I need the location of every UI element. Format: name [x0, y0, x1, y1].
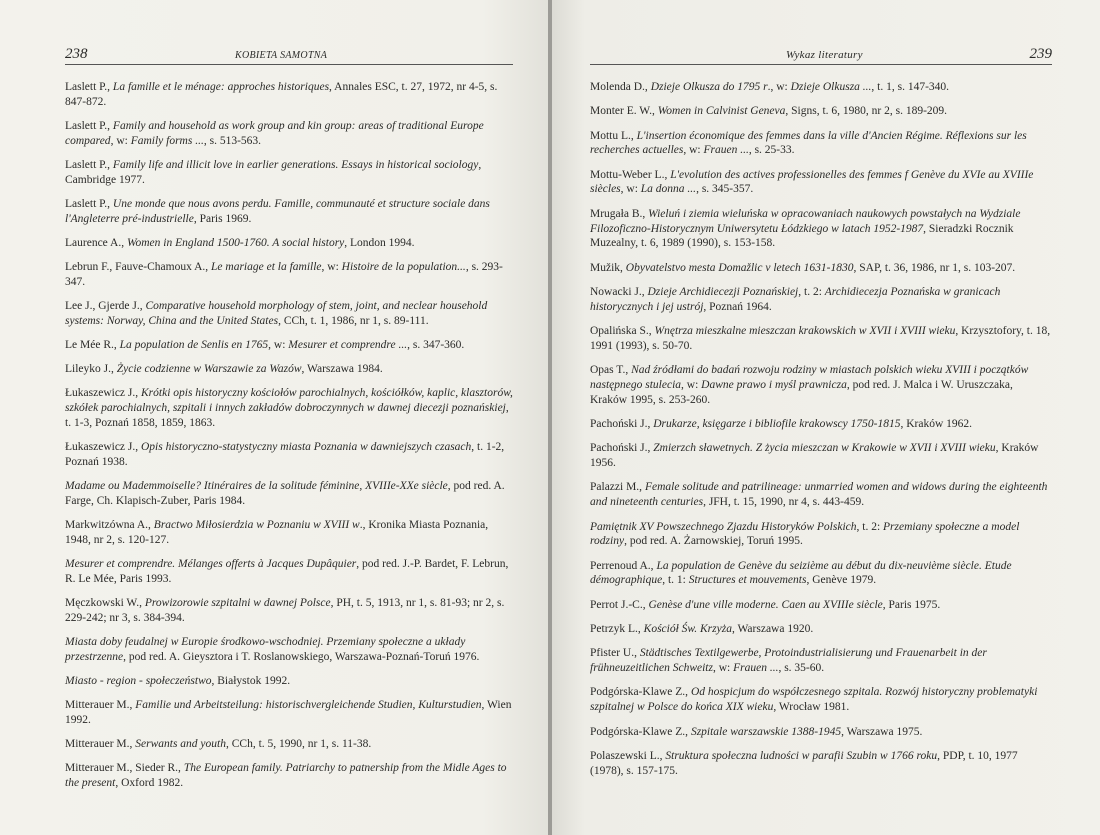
bibliography-entry: Laslett P., Une monde que nous avons perdu. Famille, communauté et structure sociale dans l'Angleterre pré-industrielle, Paris 1969.: [65, 198, 490, 225]
bibliography-entry: Laslett P., La famille et le ménage: approches historiques, Annales ESC, t. 27, 1972, nr 4-5, s. 847-872.: [65, 81, 498, 108]
bibliography-entry: Laurence A., Women in England 1500-1760. A social history, London 1994.: [65, 237, 415, 249]
bibliography-entry: Molenda D., Dzieje Olkusza do 1795 r., w: Dzieje Olkusza ..., t. 1, s. 147-340.: [590, 81, 950, 93]
right-page-number: 239: [1029, 46, 1052, 62]
bibliography-entry: Laslett P., Family and household as work group and kin group: areas of traditional Europe compared, w: Family forms ..., s. 513-563.: [65, 120, 484, 147]
left-page-number: 238: [65, 46, 88, 62]
left-page-header: [65, 42, 513, 65]
right-page: [552, 0, 1100, 835]
bibliography-entry: Mrugała B., Wieluń i ziemia wieluńska w opracowaniach naukowych powstałych na Wydziale Filozoficzno-Historycznym Uniwersytetu Łódzkiego w latach 1952-1987, Sieradzki Rocznik Muzealny, t. 6, 1989 (1990), s. 153-158.: [590, 207, 1021, 250]
left-page: [0, 0, 548, 835]
bibliography-entry: Palazzi M., Female solitude and patrilineage: unmarried women and widows during the eighteenth and nineteenth centuries, JFH, t. 15, 1990, nr 4, s. 443-459.: [590, 481, 1048, 509]
right-page-header: [590, 42, 1052, 65]
bibliography-entry: Monter E. W., Women in Calvinist Geneva, Signs, t. 6, 1980, nr 2, s. 189-209.: [590, 105, 948, 118]
bibliography-entry: Nowacki J., Dzieje Archidiecezji Poznańskiej, t. 2: Archidiecezja Poznańska w granicach historycznych i jej ustrój, Poznań 1964.: [590, 285, 1001, 313]
bibliography-entry: Lileyko J., Życie codzienne w Warszawie za Wazów, Warszawa 1984.: [65, 363, 383, 375]
bibliography-entry: Mitterauer M., Sieder R., The European family. Patriarchy to patnership from the Midle Ages to the present, Oxford 1982.: [65, 762, 507, 789]
bibliography-entry: Miasta doby feudalnej w Europie środkowo-wschodniej. Przemiany społeczne a układy przestrzenne, pod red. A. Gieysztora i T. Roslanowskiego, Warszawa-Poznań-Toruń 1976.: [65, 636, 480, 663]
bibliography-entry: Lebrun F., Fauve-Chamoux A., Le mariage et la famille, w: Histoire de la population..., s. 293-347.: [65, 261, 503, 288]
bibliography-entry: Mesurer et comprendre. Mélanges offerts à Jacques Dupâquier, pod red. J.-P. Bardet, F. Lebrun, R. Le Mée, Paris 1993.: [65, 558, 509, 585]
bibliography-entry: Pachoński J., Zmierzch sławetnych. Z życia mieszczan w Krakowie w XVII i XVIII wieku, Kraków 1956.: [590, 442, 1039, 470]
bibliography-entry: Mitterauer M., Familie und Arbeitsteilung: historischvergleichende Studien, Kulturstudien, Wien 1992.: [65, 699, 512, 726]
bibliography-entry: Mužik, Obyvatelstvo mesta Domažlic v letech 1631-1830, SAP, t. 36, 1986, nr 1, s. 103-207.: [590, 261, 1016, 274]
bibliography-entry: Łukaszewicz J., Krótki opis historyczny kościołów parochialnych, kościółków, kaplic, klasztorów, szkółek parochialnych, szpitali i innych zakładów dobroczynnych w dawnej diecezji poznańskiej, t. 1-3, Poznań 1858, 1859, 1863.: [65, 387, 513, 429]
bibliography-entry: Pfister U., Städtisches Textilgewerbe, Protoindustrialisierung und Frauenarbeit in der frühneuzeitlichen Schweitz, w: Frauen ..., s. 35-60.: [590, 647, 987, 675]
bibliography-entry: Laslett P., Family life and illicit love in earlier generations. Essays in historical sociology, Cambridge 1977.: [65, 159, 482, 186]
bibliography-entry: Podgórska-Klawe Z., Od hospicjum do współczesnego szpitala. Rozwój historyczny problematyki szpitalnej w Polsce do końca XIX wieku, Wrocław 1981.: [590, 686, 1038, 714]
right-bibliography-list: [590, 80, 1052, 788]
bibliography-entry: Petrzyk L., Kościół Św. Krzyża, Warszawa 1920.: [590, 623, 814, 636]
bibliography-entry: Markwitzówna A., Bractwo Miłosierdzia w Poznaniu w XVIII w., Kronika Miasta Poznania, 1948, nr 2, s. 120-127.: [65, 519, 489, 546]
bibliography-entry: Mottu L., L'insertion économique des femmes dans la ville d'Ancien Régime. Réflexions sur les recherches actuelles, w: Frauen ..., s. 25-33.: [590, 129, 1027, 157]
bibliography-entry: Miasto - region - społeczeństwo, Białystok 1992.: [65, 675, 291, 687]
bibliography-entry: Lee J., Gjerde J., Comparative household morphology of stem, joint, and neclear household systems: Norway, China and the United States, CCh, t. 1, 1986, nr 1, s. 89-111.: [65, 300, 488, 327]
left-running-head: KOBIETA SAMOTNA: [235, 50, 328, 61]
bibliography-entry: Pamiętnik XV Powszechnego Zjazdu Historyków Polskich, t. 2: Przemiany społeczne a model rodziny, pod red. A. Żarnowskiej, Toruń 1995.: [590, 520, 1020, 548]
bibliography-entry: Łukaszewicz J., Opis historyczno-statystyczny miasta Poznania w dawniejszych czasach, t. 1-2, Poznań 1938.: [65, 441, 505, 468]
bibliography-entry: Pachoński J., Drukarze, księgarze i bibliofile krakowscy 1750-1815, Kraków 1962.: [590, 418, 973, 431]
bibliography-entry: Madame ou Mademmoiselle? Itinéraires de la solitude féminine, XVIIIe-XXe siècle, pod red. A. Farge, Ch. Klapisch-Zuber, Paris 1984.: [65, 480, 505, 507]
bibliography-entry: Polaszewski L., Struktura społeczna ludności w parafii Szubin w 1766 roku, PDP, t. 10, 1977 (1978), s. 157-175.: [590, 749, 1018, 777]
bibliography-entry: Męczkowski W., Prowizorowie szpitalni w dawnej Polsce, PH, t. 5, 1913, nr 1, s. 81-93; nr 2, s. 229-242; nr 3, s. 384-394.: [65, 597, 505, 624]
bibliography-entry: Perrenoud A., La population de Genève du seizième au début du dix-neuvième siècle. Etude démographique, t. 1: Structures et mouvements, Genève 1979.: [590, 559, 1012, 587]
bibliography-entry: Mitterauer M., Serwants and youth, CCh, t. 5, 1990, nr 1, s. 11-38.: [65, 738, 372, 750]
bibliography-entry: Opalińska S., Wnętrza mieszkalne mieszczan krakowskich w XVII i XVIII wieku, Krzysztofory, t. 18, 1991 (1993), s. 50-70.: [590, 325, 1051, 352]
bibliography-entry: Opas T., Nad źródłami do badań rozwoju rodziny w miastach polskich wieku XVIII i początków następnego stulecia, w: Dawne prawo i myśl prawnicza, pod red. J. Malca i W. Uruszczaka, Kraków 1995, s. 253-260.: [590, 364, 1029, 406]
bibliography-entry: Le Mée R., La population de Senlis en 1765, w: Mesurer et comprendre ..., s. 347-360.: [65, 339, 465, 351]
left-bibliography-list: [65, 80, 513, 800]
bibliography-entry: Mottu-Weber L., L'evolution des actives professionelles des femmes f Genève du XVIe au XVIIIe siècles, w: La donna ..., s. 345-357.: [590, 168, 1034, 196]
right-running-head: Wykaz literatury: [786, 49, 863, 61]
bibliography-entry: Podgórska-Klawe Z., Szpitale warszawskie 1388-1945, Warszawa 1975.: [590, 725, 923, 738]
bibliography-entry: Perrot J.-C., Genèse d'une ville moderne. Caen au XVIIIe siècle, Paris 1975.: [590, 598, 941, 611]
